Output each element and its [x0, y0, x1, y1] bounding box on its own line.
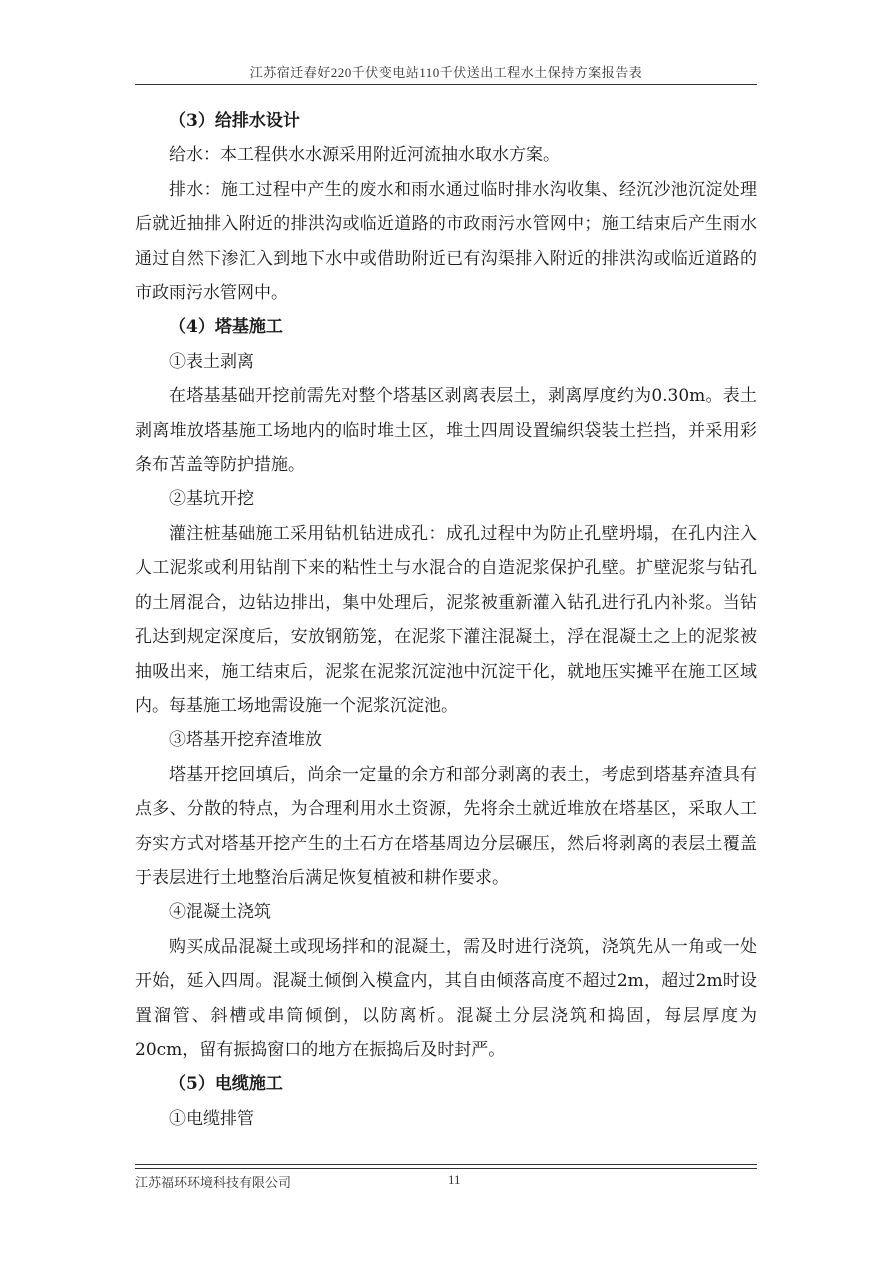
section-5-heading: （5）电缆施工 [169, 1074, 283, 1095]
page-number: 11 [448, 1172, 461, 1187]
section-3-heading: （3）给排水设计 [169, 111, 300, 131]
item-1-title: ①表土剥离 [169, 351, 254, 372]
item-2-paragraph: 灌注桩基础施工采用钻机钻进成孔：成孔过程中为防止孔壁坍塌，在孔内注入人工泥浆或利用钻削下来的粘性土与水混合的自造泥浆保护孔壁。扩壁泥浆与钻孔的土屑混合，边钻边排出，集中处理后，泥浆被重新灌入钻孔进行孔内补浆。当钻孔达到规定深度后，安放钢筋笼，在泥浆下灌注混凝土，浮在混凝土之上的泥浆被抽吸出来，施工结束后，泥浆在泥浆沉淀池中沉淀干化，就地压实摊平在施工区域内。每基施工场地需设施一个泥浆沉淀池。 [135, 523, 757, 716]
drainage-paragraph: 排水：施工过程中产生的废水和雨水通过临时排水沟收集、经沉沙池沉淀处理后就近抽排入附近的排洪沟或临近道路的市政雨污水管网中；施工结束后产生雨水通过自然下渗汇入到地下水中或借助附近已有沟渠排入附近的排洪沟或临近道路的市政雨污水管网中。 [135, 179, 757, 304]
page-header-title: 江苏宿迁春好220千伏变电站110千伏送出工程水土保持方案报告表 [249, 65, 643, 80]
item-1-paragraph: 在塔基基础开挖前需先对整个塔基区剥离表层土，剥离厚度约为0.30m。表土剥离堆放塔基施工场地内的临时堆土区，堆土四周设置编织袋装土拦挡，并采用彩条布苫盖等防护措施。 [135, 386, 757, 476]
item-2-title: ②基坑开挖 [169, 489, 254, 510]
item-3-title: ③塔基开挖弃渣堆放 [169, 730, 322, 751]
footer-company-name: 江苏福环环境科技有限公司 [135, 1175, 292, 1190]
header-divider [135, 84, 757, 85]
section-4-heading: （4）塔基施工 [169, 317, 283, 338]
footer-divider-bottom [135, 1168, 757, 1169]
item-3-paragraph: 塔基开挖回填后，尚余一定量的余方和部分剥离的表土，考虑到塔基弃渣具有点多、分散的特点，为合理利用水土资源，先将余土就近堆放在塔基区，采取人工夯实方式对塔基开挖产生的土石方在塔基周边分层碾压，然后将剥离的表层土覆盖于表层进行土地整治后满足恢复植被和耕作要求。 [135, 764, 757, 888]
document-body [135, 104, 757, 1136]
item-4-paragraph: 购买成品混凝土或现场拌和的混凝土，需及时进行浇筑，浇筑先从一角或一处开始，延入四周。混凝土倾倒入模盒内，其自由倾落高度不超过2m，超过2m时设置溜管、斜槽或串筒倾倒，以防离析。混凝土分层浇筑和捣固，每层厚度为20cm，留有振捣窗口的地方在振捣后及时封严。 [135, 936, 757, 1060]
item-5-title: ①电缆排管 [169, 1108, 254, 1129]
item-4-title: ④混凝土浇筑 [169, 902, 271, 923]
footer-divider-top [135, 1164, 757, 1165]
water-supply-paragraph: 给水：本工程供水水源采用附近河流抽水取水方案。 [169, 145, 560, 166]
